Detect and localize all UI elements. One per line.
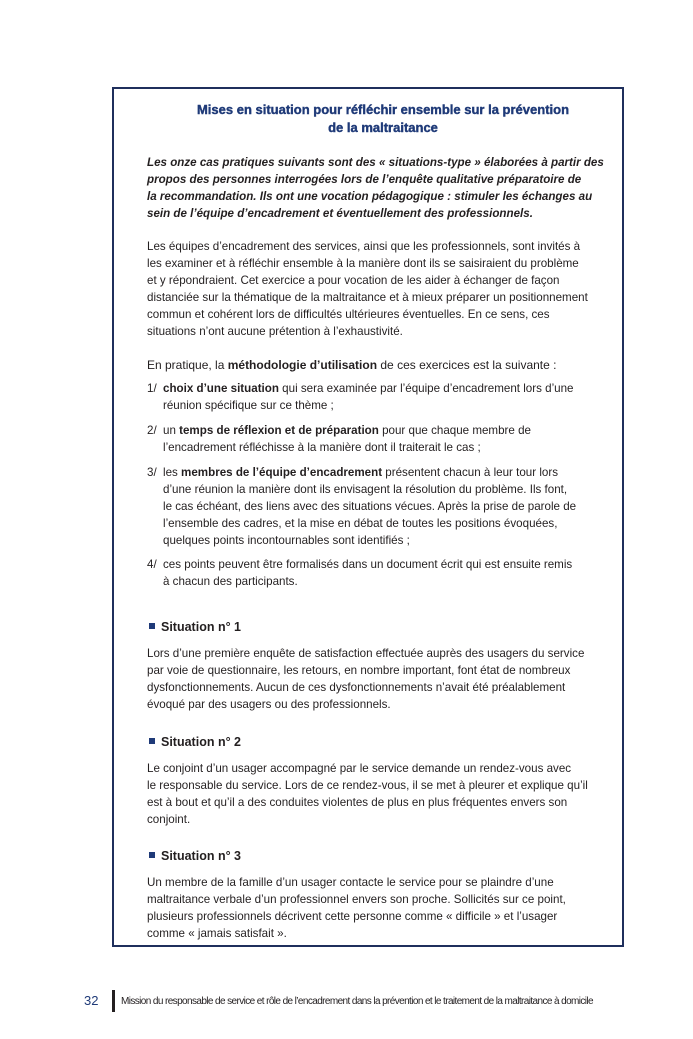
step-item — [147, 380, 619, 414]
situation-heading-text: Situation n° 1 — [161, 620, 241, 634]
situation-heading — [149, 619, 241, 636]
step-item — [147, 556, 619, 590]
step-line: d’une réunion la manière dont ils envisagent la résolution du problème. Ils font, — [163, 483, 568, 496]
footer-divider — [112, 990, 115, 1012]
paragraph-line: conjoint. — [147, 813, 191, 826]
step-line: l’encadrement réfléchisse à la manière dont il traiterait le cas ; — [163, 441, 481, 454]
paragraph-line: Le conjoint d’un usager accompagné par le service demande un rendez-vous avec — [147, 762, 572, 775]
running-footer: Mission du responsable de service et rôle de l’encadrement dans la prévention et le traitement de la maltraitance à domicile — [121, 996, 594, 1007]
step-bold: membres de l’équipe d’encadrement — [181, 466, 383, 479]
square-bullet-icon — [149, 852, 155, 858]
paragraph-line: comme « jamais satisfait ». — [147, 927, 287, 940]
step-number: 2/ — [147, 424, 157, 437]
situation-paragraph — [147, 874, 619, 942]
step-text: pour que chaque membre de — [378, 424, 531, 437]
step-text: les — [163, 466, 182, 479]
step-bold: temps de réflexion et de préparation — [179, 424, 379, 437]
page-number: 32 — [84, 993, 99, 1008]
methodology-intro — [147, 357, 619, 374]
intro-paragraph — [147, 154, 619, 222]
paragraph-line: les examiner et à réfléchir ensemble à la manière dont ils se saisiraient du problème — [147, 257, 579, 270]
paragraph-line: Les équipes d’encadrement des services, ainsi que les professionnels, sont invités à — [147, 240, 581, 253]
situation-heading-text: Situation n° 3 — [161, 849, 241, 863]
step-item — [147, 464, 619, 549]
situation-heading-text: Situation n° 2 — [161, 735, 241, 749]
step-line: le cas échéant, des liens avec des situations vécues. Après la prise de parole de — [163, 500, 577, 513]
title-line-1: Mises en situation pour réfléchir ensemble sur la prévention — [196, 102, 570, 117]
situation-paragraph — [147, 645, 619, 713]
paragraph-line: situations n’ont aucune prétention à l’exhaustivité. — [147, 325, 403, 338]
situation-heading — [149, 734, 241, 751]
situation-heading — [149, 848, 241, 865]
paragraph-line: distanciée sur la thématique de la maltraitance et à mieux préparer un positionnement — [147, 291, 588, 304]
paragraph-line: maltraitance verbale d’un professionnel envers son proche. Sollicités sur ce point, — [147, 893, 566, 906]
paragraph-line: Un membre de la famille d’un usager contacte le service pour se plaindre d’une — [147, 876, 554, 889]
intro-line: la recommandation. Ils ont une vocation pédagogique : stimuler les échanges au — [147, 190, 593, 203]
paragraph-line: est à bout et qu’il a des conduites violentes de plus en plus fréquentes envers son — [147, 796, 568, 809]
paragraph-line: et y répondraient. Cet exercice a pour vocation de les aider à échanger de façon — [147, 274, 560, 287]
step-item — [147, 422, 619, 456]
square-bullet-icon — [149, 623, 155, 629]
paragraph-line: par voie de questionnaire, les retours, en nombre important, font état de nombreux — [147, 664, 571, 677]
square-bullet-icon — [149, 738, 155, 744]
step-line: ces points peuvent être formalisés dans un document écrit qui est ensuite remis — [163, 558, 573, 571]
methodology-bold: méthodologie d’utilisation — [227, 358, 378, 372]
step-number: 4/ — [147, 558, 157, 571]
methodology-text: de ces exercices est la suivante : — [377, 358, 557, 372]
intro-line: Les onze cas pratiques suivants sont des « situations-type » élaborées à partir des — [147, 156, 604, 169]
invitation-paragraph — [147, 238, 619, 340]
step-line: réunion spécifique sur ce thème ; — [163, 399, 334, 412]
step-text: qui sera examinée par l’équipe d’encadrement lors d’une — [278, 382, 574, 395]
paragraph-line: plusieurs professionnels décrivent cette personne comme « difficile » et l’usager — [147, 910, 558, 923]
paragraph-line: commun et cohérent lors de difficultés ultérieures éventuelles. En ce sens, ces — [147, 308, 550, 321]
paragraph-line: Lors d’une première enquête de satisfaction effectuée auprès des usagers du service — [147, 647, 585, 660]
step-text: présentent chacun à leur tour lors — [382, 466, 559, 479]
step-line: quelques points incontournables sont identifiés ; — [163, 534, 410, 547]
step-number: 1/ — [147, 382, 157, 395]
situation-paragraph — [147, 760, 619, 828]
title-line-2: de la maltraitance — [328, 120, 438, 135]
paragraph-line: dysfonctionnements. Aucun de ces dysfonctionnements n’avait été préalablement — [147, 681, 566, 694]
methodology-text: En pratique, la — [147, 358, 228, 372]
paragraph-line: évoqué par des usagers ou des professionnels. — [147, 698, 391, 711]
paragraph-line: le responsable du service. Lors de ce rendez-vous, il se met à pleurer et explique qu’il — [147, 779, 588, 792]
step-line: l’ensemble des cadres, et la mise en débat de toutes les positions évoquées, — [163, 517, 558, 530]
intro-line: propos des personnes interrogées lors de l’enquête qualitative préparatoire de — [147, 173, 582, 186]
box-title — [148, 101, 618, 137]
step-text: un — [163, 424, 180, 437]
step-bold: choix d’une situation — [163, 382, 279, 395]
step-number: 3/ — [147, 466, 157, 479]
step-line: à chacun des participants. — [163, 575, 298, 588]
intro-line: sein de l’équipe d’encadrement et éventuellement des professionnels. — [147, 207, 533, 220]
